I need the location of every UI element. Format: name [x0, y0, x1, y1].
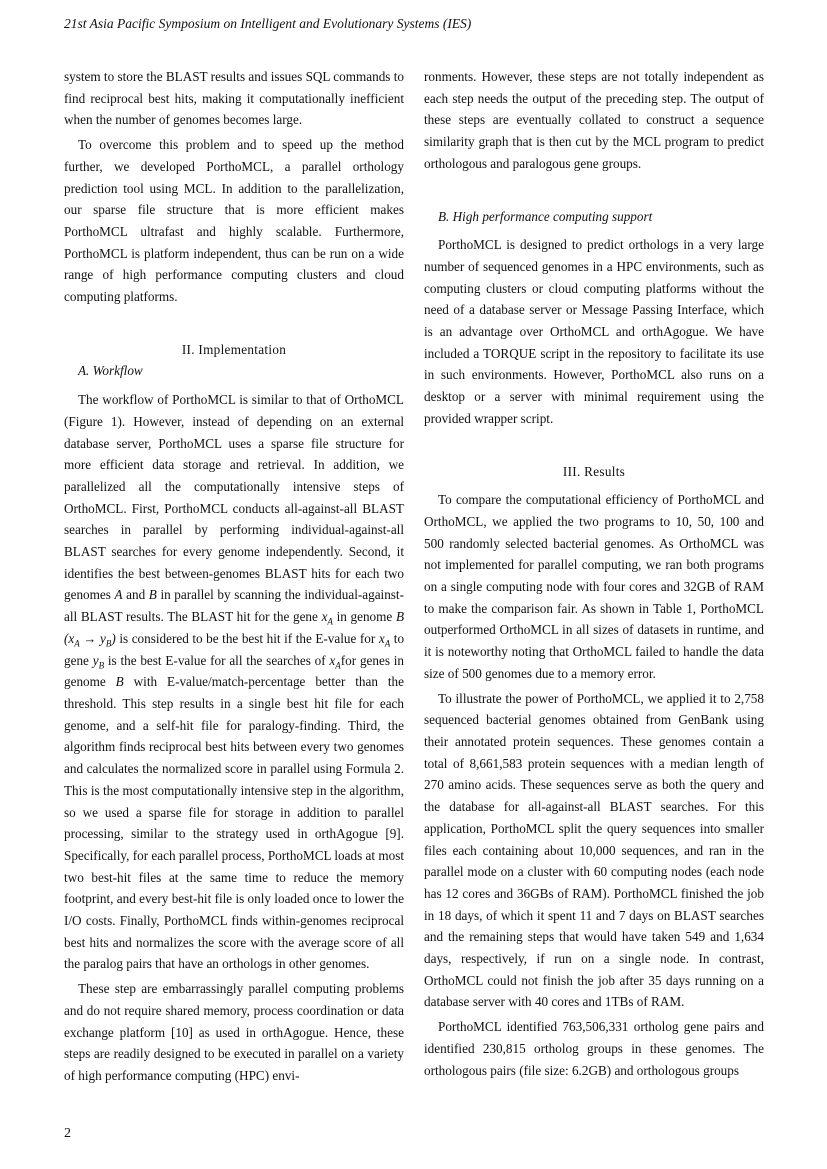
running-header: 21st Asia Pacific Symposium on Intelligent and Evolutionary Systems (IES): [64, 16, 472, 31]
paragraph: These step are embarrassingly parallel computing problems and do not require shared memory, process coordination or data exchange platform [10] as used in orthAgogue. Hence, these steps are readily designed to be executed in parallel on a variety of high performance computing (HPC) envi-: [64, 981, 404, 1083]
section-heading-implementation: II. Implementation: [181, 341, 287, 357]
paragraph: To compare the computational efficiency of PorthoMCL and OrthoMCL, we applied the two programs to 10, 50, 100 and 500 randomly selected bacterial genomes. As OrthoMCL was not implemented for parallel computing, we ran both programs on a single computing node with four cores and 32GB of RAM to make the comparison fair. As shown in Table 1, PorthoMCL outperformed OrthoMCL in all sizes of datasets in runtime, and it is noteworthy noting that OrthoMCL failed to handle the data size of 500 genomes due to a memory error.: [424, 492, 764, 681]
left-column: [64, 66, 404, 1087]
paragraph-workflow: The workflow of PorthoMCL is similar to that of OrthoMCL (Figure 1). However, instead of depending on an external database server, PorthoMCL uses a sparse file structure for more efficient data storage and retrieval. In addition, we parallelized all the computationally intensive steps of OrthoMCL. First, PorthoMCL conducts all-against-all BLAST searches in parallel by performing individual-against-all BLAST searches for every genome independently. Second, it identifies the best between-genomes BLAST hits for each two genomes A and B in parallel by scanning the individual-against-all BLAST results. The BLAST hit for the gene $x_A$ in genome B $(x_A \to y_B)$ is considered to be the best hit if the E-value for $x_A$ to gene $y_B$ is the best E-value for all the searches of $x_Afor$ genes in genome B with E-value/match-percentage better than the threshold. This step results in a single best hit file for each genome, and a self-hit file for paralogy-finding. Third, the algorithm finds reciprocal best hits between every two genomes and calculates the normalized score in parallel using Formula 2. This is the most computationally intensive step in the algorithm, so we used a sparse file for storage in addition to parallel processing, similar to the strategy used in orthAgogue [9]. Specifically, for each parallel process, PorthoMCL loads at most two best-hit files at the same time to reduce the memory footprint, and every best-hit file is only loaded once to lower the I/O costs. Finally, PorthoMCL finds within-genomes reciprocal best hits and normalizes the score with the average score of all the paralog pairs that have an orthologs in other genomes.: [64, 392, 405, 972]
paragraph: To overcome this problem and to speed up the method further, we developed PorthoMCL, a parallel orthology prediction tool using MCL. In addition to the parallelization, our sparse file structure that is more efficient makes PorthoMCL ultrafast and highly scalable. Furthermore, PorthoMCL is platform independent, thus can be run on a wide range of high performance computing clusters and cloud computing platforms.: [64, 137, 404, 305]
paragraph: ronments. However, these steps are not totally independent as each step needs the output of the preceding step. The output of these steps are eventually collated to construct a sequence similarity graph that is then cut by the MCL program to predict orthologous and paralogous gene groups.: [424, 69, 764, 171]
section-heading-results: III. Results: [562, 463, 626, 479]
paragraph: system to store the BLAST results and issues SQL commands to find reciprocal best hits, making it computationally inefficient when the number of genomes becomes large.: [64, 69, 404, 128]
paragraph: To illustrate the power of PorthoMCL, we applied it to 2,758 sequenced bacterial genomes obtained from GenBank using their annotated protein sequences. These genomes contain a total of 8,661,583 protein sequences with a median length of 270 amino acids. These sequences serve as both the query and the database for all-against-all BLAST searches. For this application, PorthoMCL split the query sequences into smaller files each containing about 10,000 sequences, and ran in the parallel mode on a cluster with 60 computing nodes (each node has 12 cores and 36GBs of RAM). PorthoMCL finished the job in 18 days, of which it spent 11 and 7 days on BLAST searches and the remaining steps that would have taken 549 and 1,634 days, respectively, if run on a single node. In contrast, OrthoMCL could not finish the job after 35 days running on a database server with 40 cores and 1TBs of RAM.: [424, 690, 764, 1010]
paragraph: PorthoMCL identified 763,506,331 ortholog gene pairs and identified 230,815 ortholog groups in these genomes. The orthologous pairs (file size: 6.2GB) and orthologous groups: [424, 1019, 764, 1078]
paragraph: PorthoMCL is designed to predict orthologs in a very large number of sequenced genomes in a HPC environments, such as computing clusters or cloud computing platforms without the need of a database server or Message Passing Interface, which is an advantage over OrthoMCL and orthAgogue. We have included a TORQUE script in the repository to facilitate its use in such environments. However, PorthoMCL also runs on a desktop or a server with minimal requirement using the provided wrapper script.: [424, 237, 764, 426]
subsection-heading-workflow: A. Workflow: [78, 363, 143, 379]
right-column: [424, 66, 764, 1081]
page-number: 2: [64, 1126, 71, 1141]
subsection-heading-hpc: B. High performance computing support: [438, 208, 653, 224]
